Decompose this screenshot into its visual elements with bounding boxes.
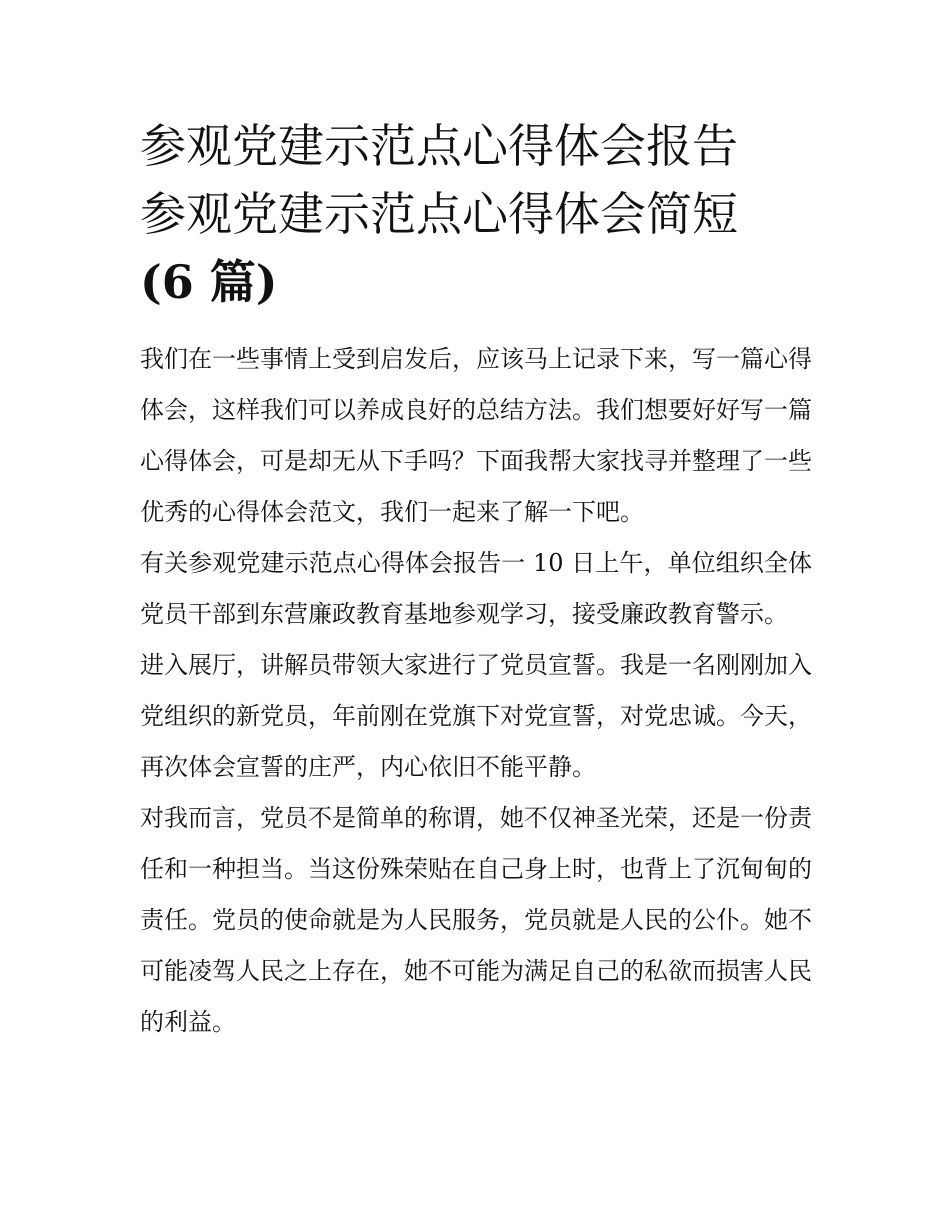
document-page [140,112,812,1048]
paragraph-visit: 有关参观党建示范点心得体会报告一 10 日上午，单位组织全体党员干部到东营廉政教育基地参观学习，接受廉政教育警示。 [140,549,812,628]
title-line-3: (6 篇) [140,255,278,309]
title-line-1: 参观党建示范点心得体会报告 [140,119,738,173]
paragraph-responsibility: 对我而言，党员不是简单的称谓，她不仅神圣光荣，还是一份责任和一种担当。当这份殊荣贴在自己身上时，也背上了沉甸甸的责任。党员的使命就是为人民服务，党员就是人民的公仆。她不可能凌驾人民之上存在，她不可能为满足自己的私欲而损害人民的利益。 [140,804,812,1036]
paragraph-oath: 进入展厅，讲解员带领大家进行了党员宣誓。我是一名刚刚加入党组织的新党员，年前刚在党旗下对党宣誓，对党忠诚。今天，再次体会宣誓的庄严，内心依旧不能平静。 [140,651,812,781]
paragraph-intro: 我们在一些事情上受到启发后，应该马上记录下来，写一篇心得体会，这样我们可以养成良好的总结方法。我们想要好好写一篇心得体会，可是却无从下手吗？下面我帮大家找寻并整理了一些优秀的心得体会范文，我们一起来了解一下吧。 [140,345,812,526]
document-title [140,112,812,316]
document-body [140,334,812,1048]
title-line-2: 参观党建示范点心得体会简短 [140,187,738,241]
